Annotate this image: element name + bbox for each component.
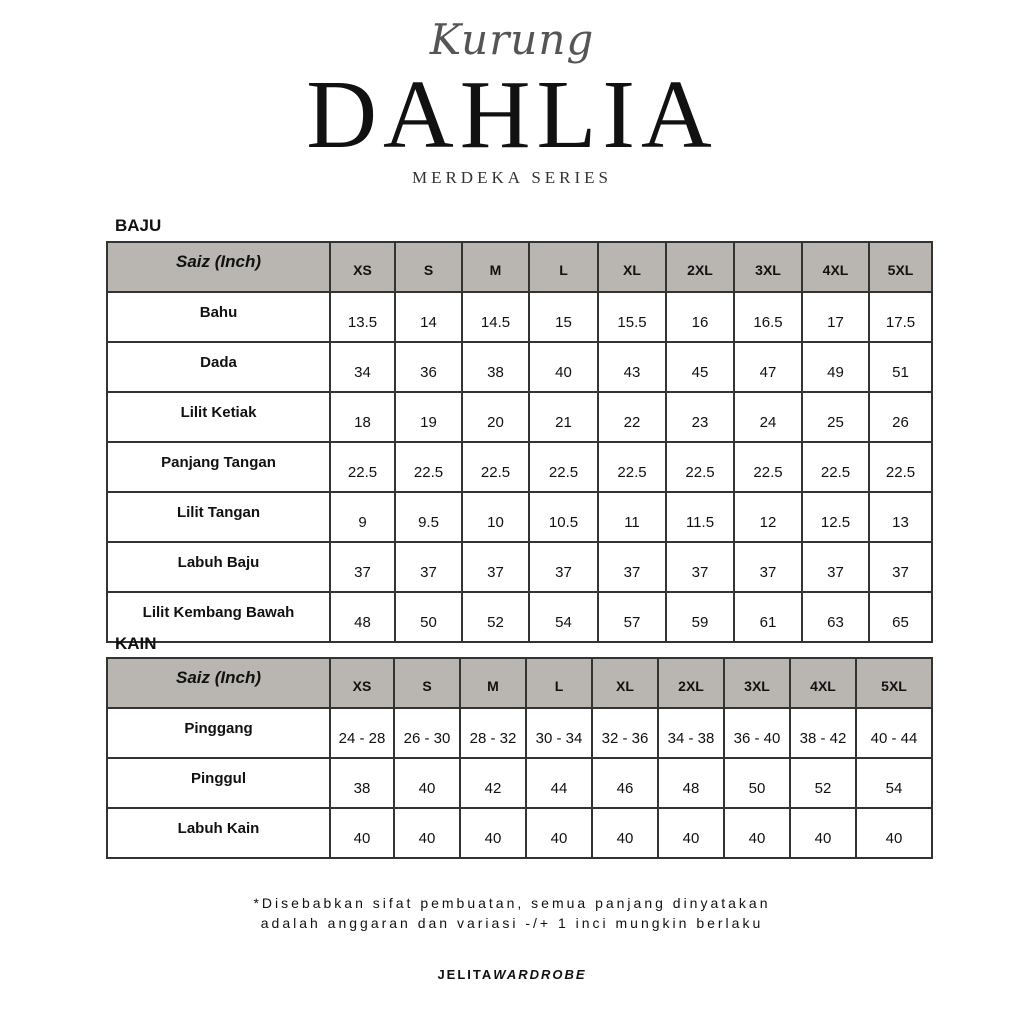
measurement-value: 37	[666, 542, 734, 592]
kain-section-label: KAIN	[115, 634, 157, 653]
baju-section-label: BAJU	[115, 216, 162, 235]
measurement-value: 47	[734, 342, 802, 392]
measurement-value: 48	[330, 592, 395, 642]
measurement-value: 16	[666, 292, 734, 342]
measurement-value: 25	[802, 392, 869, 442]
measurement-value: 12.5	[802, 492, 869, 542]
measurement-value: 44	[526, 758, 592, 808]
measurement-value: 46	[592, 758, 658, 808]
footer-brand-part1: JELITA	[437, 967, 494, 982]
measurement-value: 16.5	[734, 292, 802, 342]
table-row	[107, 342, 932, 392]
measurement-value: 34 - 38	[658, 708, 724, 758]
measurement-label: Lilit Kembang Bawah	[107, 592, 330, 642]
measurement-value: 24 - 28	[330, 708, 394, 758]
disclaimer-note	[0, 893, 1024, 933]
measurement-value: 13	[869, 492, 932, 542]
measurement-value: 51	[869, 342, 932, 392]
measurement-value: 59	[666, 592, 734, 642]
size-header-cell: 3XL	[724, 658, 790, 708]
measurement-value: 40	[394, 808, 460, 858]
size-header-cell: XS	[330, 242, 395, 292]
measurement-value: 9	[330, 492, 395, 542]
measurement-value: 37	[802, 542, 869, 592]
size-header-cell: S	[395, 242, 462, 292]
measurement-value: 22	[598, 392, 666, 442]
measurement-value: 52	[790, 758, 856, 808]
measurement-value: 57	[598, 592, 666, 642]
measurement-value: 40	[592, 808, 658, 858]
measurement-value: 50	[395, 592, 462, 642]
header-label-cell: Saiz (Inch)	[107, 242, 330, 292]
size-header-cell: S	[394, 658, 460, 708]
table-header-row	[107, 242, 932, 292]
measurement-value: 9.5	[395, 492, 462, 542]
measurement-value: 40	[724, 808, 790, 858]
measurement-value: 50	[724, 758, 790, 808]
kain-size-table	[106, 657, 933, 859]
measurement-value: 37	[395, 542, 462, 592]
measurement-value: 38	[462, 342, 529, 392]
measurement-value: 65	[869, 592, 932, 642]
measurement-value: 22.5	[802, 442, 869, 492]
measurement-value: 30 - 34	[526, 708, 592, 758]
size-header-cell: XS	[330, 658, 394, 708]
measurement-value: 34	[330, 342, 395, 392]
measurement-value: 54	[529, 592, 598, 642]
measurement-value: 21	[529, 392, 598, 442]
measurement-value: 11	[598, 492, 666, 542]
table-row	[107, 592, 932, 642]
measurement-value: 22.5	[330, 442, 395, 492]
measurement-value: 17	[802, 292, 869, 342]
measurement-value: 37	[529, 542, 598, 592]
measurement-value: 36 - 40	[724, 708, 790, 758]
measurement-value: 15.5	[598, 292, 666, 342]
measurement-value: 22.5	[462, 442, 529, 492]
measurement-value: 45	[666, 342, 734, 392]
measurement-value: 38 - 42	[790, 708, 856, 758]
measurement-value: 40 - 44	[856, 708, 932, 758]
table-row	[107, 708, 932, 758]
size-header-cell: 2XL	[666, 242, 734, 292]
table-header-row	[107, 658, 932, 708]
measurement-value: 32 - 36	[592, 708, 658, 758]
size-header-cell: 2XL	[658, 658, 724, 708]
table-row	[107, 292, 932, 342]
measurement-value: 37	[598, 542, 666, 592]
measurement-label: Dada	[107, 342, 330, 392]
table-row	[107, 442, 932, 492]
measurement-label: Lilit Tangan	[107, 492, 330, 542]
measurement-value: 48	[658, 758, 724, 808]
size-header-cell: 4XL	[790, 658, 856, 708]
table-row	[107, 808, 932, 858]
measurement-value: 14	[395, 292, 462, 342]
measurement-value: 40	[529, 342, 598, 392]
measurement-value: 43	[598, 342, 666, 392]
measurement-value: 37	[869, 542, 932, 592]
measurement-value: 24	[734, 392, 802, 442]
measurement-value: 22.5	[529, 442, 598, 492]
measurement-value: 61	[734, 592, 802, 642]
measurement-value: 40	[790, 808, 856, 858]
measurement-label: Bahu	[107, 292, 330, 342]
size-header-cell: 5XL	[856, 658, 932, 708]
size-header-cell: L	[526, 658, 592, 708]
measurement-value: 22.5	[395, 442, 462, 492]
size-header-cell: L	[529, 242, 598, 292]
measurement-label: Labuh Baju	[107, 542, 330, 592]
measurement-value: 22.5	[666, 442, 734, 492]
measurement-value: 63	[802, 592, 869, 642]
measurement-value: 14.5	[462, 292, 529, 342]
header-label-cell: Saiz (Inch)	[107, 658, 330, 708]
measurement-value: 40	[856, 808, 932, 858]
series-subtitle: MERDEKA SERIES	[411, 168, 613, 187]
measurement-value: 52	[462, 592, 529, 642]
measurement-value: 40	[394, 758, 460, 808]
table-row	[107, 542, 932, 592]
measurement-value: 40	[330, 808, 394, 858]
measurement-value: 40	[526, 808, 592, 858]
measurement-value: 22.5	[869, 442, 932, 492]
measurement-value: 23	[666, 392, 734, 442]
measurement-label: Pinggang	[107, 708, 330, 758]
measurement-value: 49	[802, 342, 869, 392]
measurement-label: Labuh Kain	[107, 808, 330, 858]
measurement-value: 38	[330, 758, 394, 808]
measurement-label: Pinggul	[107, 758, 330, 808]
measurement-value: 26 - 30	[394, 708, 460, 758]
size-header-cell: 3XL	[734, 242, 802, 292]
measurement-value: 26	[869, 392, 932, 442]
size-header-cell: M	[462, 242, 529, 292]
measurement-value: 37	[734, 542, 802, 592]
size-header-cell: 5XL	[869, 242, 932, 292]
measurement-value: 19	[395, 392, 462, 442]
baju-size-table	[106, 241, 933, 643]
measurement-value: 37	[462, 542, 529, 592]
product-title: DAHLIA	[306, 61, 718, 169]
measurement-value: 28 - 32	[460, 708, 526, 758]
size-header-cell: XL	[592, 658, 658, 708]
measurement-value: 22.5	[734, 442, 802, 492]
measurement-value: 54	[856, 758, 932, 808]
table-row	[107, 392, 932, 442]
measurement-value: 10.5	[529, 492, 598, 542]
measurement-value: 42	[460, 758, 526, 808]
measurement-label: Panjang Tangan	[107, 442, 330, 492]
measurement-value: 12	[734, 492, 802, 542]
size-header-cell: XL	[598, 242, 666, 292]
size-header-cell: 4XL	[802, 242, 869, 292]
measurement-value: 11.5	[666, 492, 734, 542]
disclaimer-line-1: *Disebabkan sifat pembuatan, semua panjang dinyatakan	[253, 895, 771, 911]
measurement-value: 37	[330, 542, 395, 592]
script-title: Kurung	[429, 15, 595, 64]
measurement-value: 13.5	[330, 292, 395, 342]
measurement-value: 18	[330, 392, 395, 442]
footer-brand-part2: WARDROBE	[493, 967, 587, 982]
measurement-value: 15	[529, 292, 598, 342]
measurement-value: 20	[462, 392, 529, 442]
measurement-value: 36	[395, 342, 462, 392]
measurement-value: 40	[460, 808, 526, 858]
footer-brand	[0, 967, 1024, 982]
measurement-value: 22.5	[598, 442, 666, 492]
measurement-value: 17.5	[869, 292, 932, 342]
disclaimer-line-2: adalah anggaran dan variasi -/+ 1 inci mungkin berlaku	[260, 915, 764, 931]
measurement-value: 10	[462, 492, 529, 542]
measurement-label: Lilit Ketiak	[107, 392, 330, 442]
size-header-cell: M	[460, 658, 526, 708]
measurement-value: 40	[658, 808, 724, 858]
table-row	[107, 492, 932, 542]
table-row	[107, 758, 932, 808]
